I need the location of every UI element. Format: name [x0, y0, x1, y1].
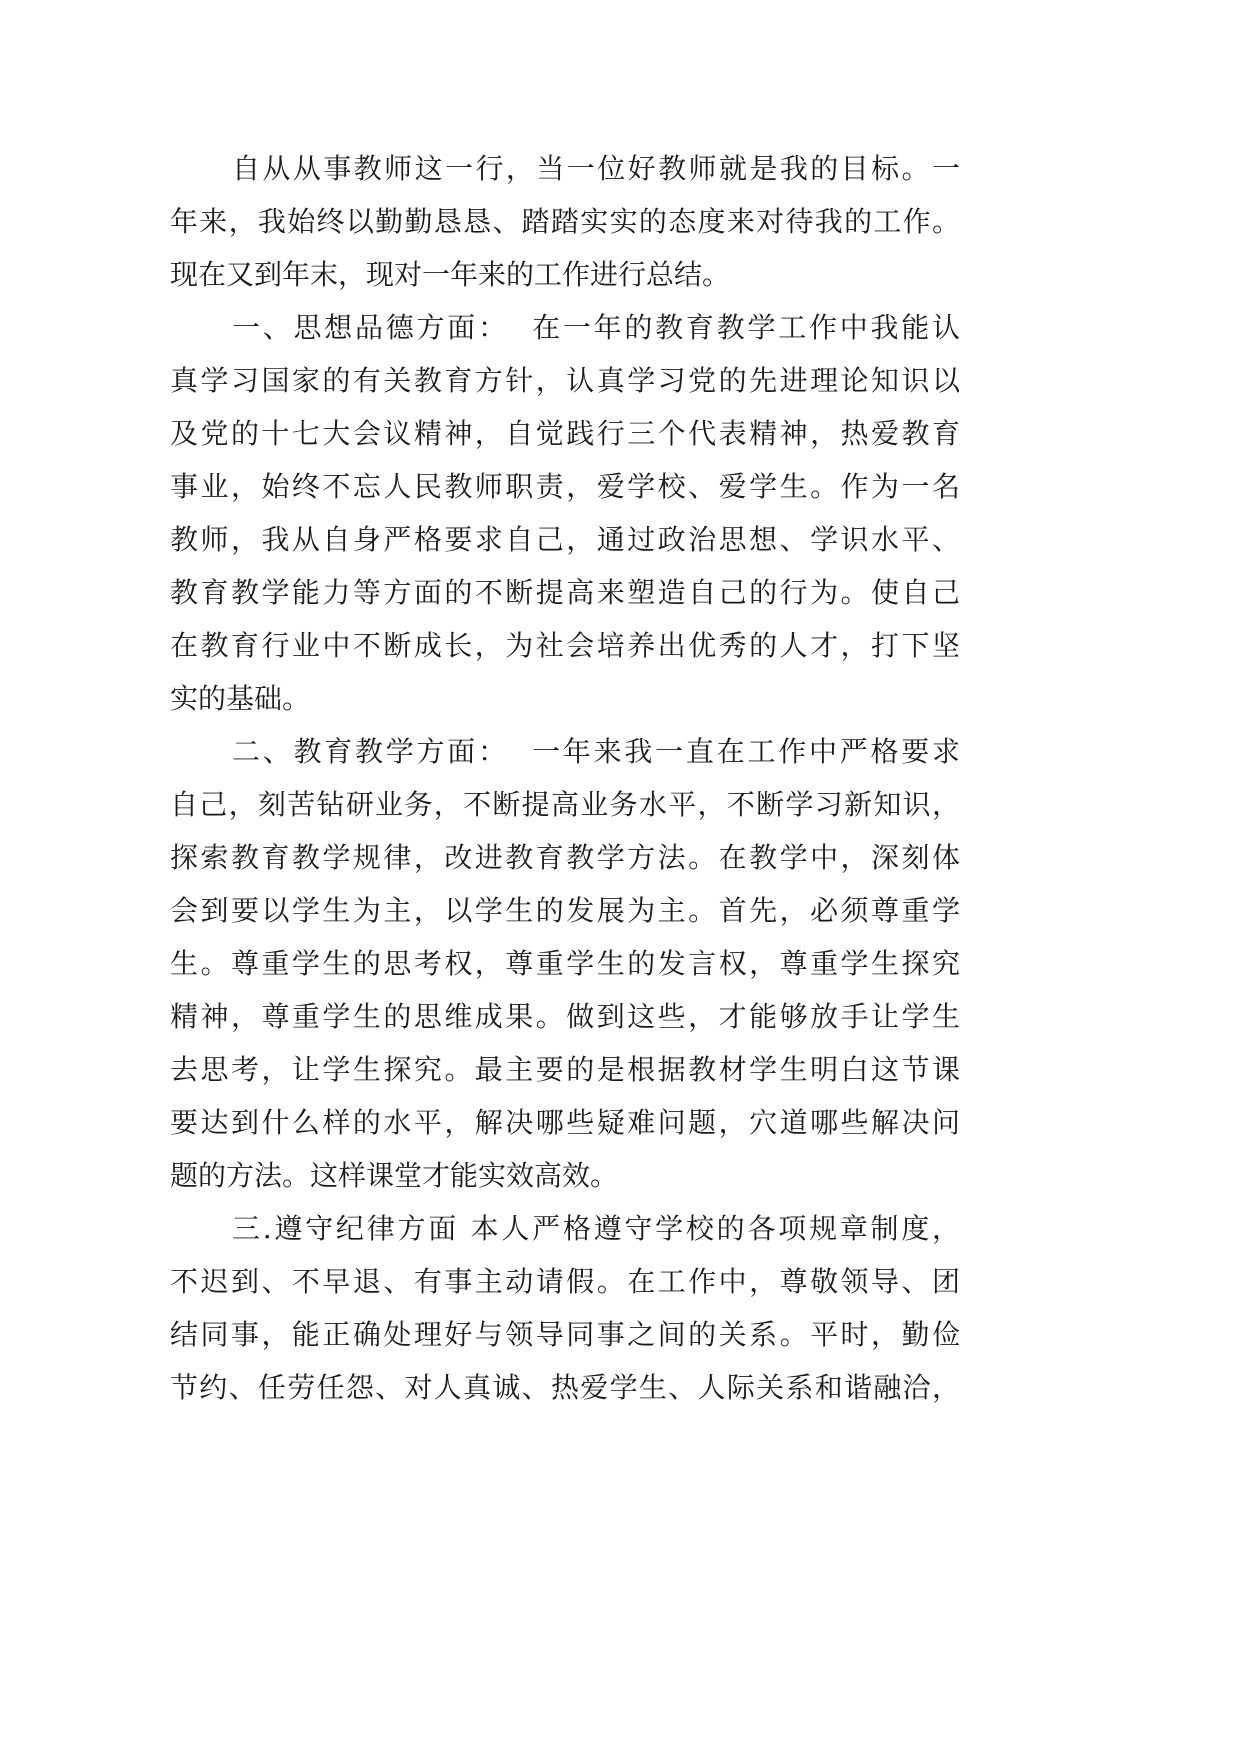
paragraph-teaching — [170, 725, 960, 1202]
paragraph-ideology — [170, 301, 960, 725]
text-line: 要达到什么样的水平，解决哪些疑难问题，穴道哪些解决问 — [170, 1106, 960, 1139]
text-line: 实的基础。 — [170, 682, 311, 715]
text-line: 真学习国家的有关教育方针，认真学习党的先进理论知识以 — [170, 364, 960, 397]
text-line: 事业，始终不忘人民教师职责，爱学校、爱学生。作为一名 — [170, 470, 960, 503]
text-line: 一、思想品德方面： 在一年的教育教学工作中我能认 — [232, 311, 960, 344]
text-line: 去思考，让学生探究。最主要的是根据教材学生明白这节课 — [170, 1053, 960, 1086]
document-body — [170, 142, 960, 1414]
text-line: 会到要以学生为主，以学生的发展为主。首先，必须尊重学 — [170, 894, 960, 927]
text-line: 节约、任劳任怨、对人真诚、热爱学生、人际关系和谐融洽， — [170, 1371, 960, 1404]
text-line: 现在又到年末，现对一年来的工作进行总结。 — [170, 258, 731, 291]
text-line: 在教育行业中不断成长，为社会培养出优秀的人才，打下坚 — [170, 629, 960, 662]
text-line: 三.遵守纪律方面 本人严格遵守学校的各项规章制度， — [232, 1212, 960, 1245]
text-line: 年来，我始终以勤勤恳恳、踏踏实实的态度来对待我的工作。 — [170, 205, 960, 238]
text-line: 教师，我从自身严格要求自己，通过政治思想、学识水平、 — [170, 523, 960, 556]
text-line: 生。尊重学生的思考权，尊重学生的发言权，尊重学生探究 — [170, 947, 960, 980]
text-line: 及党的十七大会议精神，自觉践行三个代表精神，热爱教育 — [170, 417, 960, 450]
text-line: 精神，尊重学生的思维成果。做到这些，才能够放手让学生 — [170, 1000, 960, 1033]
text-line: 教育教学能力等方面的不断提高来塑造自己的行为。使自己 — [170, 576, 960, 609]
text-line: 自己，刻苦钻研业务，不断提高业务水平，不断学习新知识， — [170, 788, 960, 821]
text-line: 探索教育教学规律，改进教育教学方法。在教学中，深刻体 — [170, 841, 960, 874]
text-line: 自从从事教师这一行，当一位好教师就是我的目标。一 — [232, 152, 960, 185]
text-line: 结同事，能正确处理好与领导同事之间的关系。平时，勤俭 — [170, 1318, 960, 1351]
paragraph-intro — [170, 142, 960, 301]
text-line: 不迟到、不早退、有事主动请假。在工作中，尊敬领导、团 — [170, 1265, 960, 1298]
text-line: 题的方法。这样课堂才能实效高效。 — [170, 1159, 619, 1192]
paragraph-discipline — [170, 1202, 960, 1414]
text-line: 二、教育教学方面： 一年来我一直在工作中严格要求 — [232, 735, 960, 768]
